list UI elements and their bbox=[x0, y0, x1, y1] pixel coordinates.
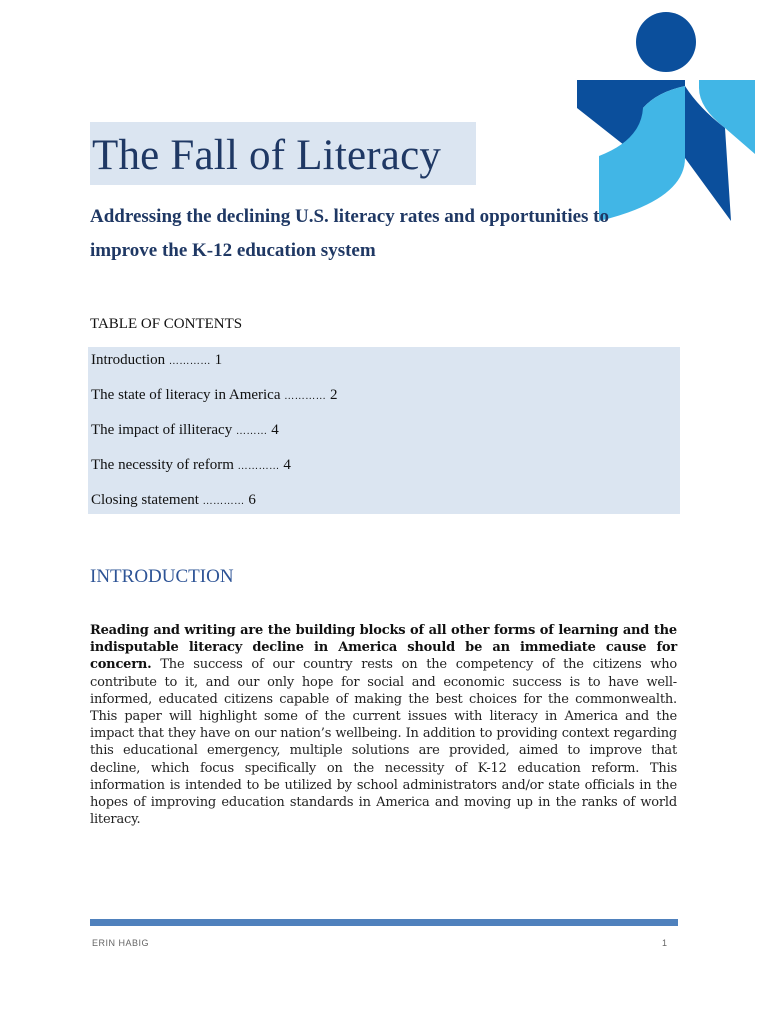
document-subtitle: Addressing the declining U.S. literacy rates and opportunities to improve the K-12 education system bbox=[90, 206, 610, 261]
toc-heading: TABLE OF CONTENTS bbox=[90, 316, 243, 332]
introduction-body: The success of our country rests on the competency of the citizens who contribute to it, and our only hope for social and economic success is to have well-informed, educated citizens capable of making the best choices for the commonwealth. This paper will highlight some of the current issues with literacy in America and the impact that they have on our nation’s wellbeing. In addition to providing context regarding this educational emergency, multiple solutions are provided, aimed to improve that decline, which focus specifically on the necessity of K-12 education reform. This information is intended to be utilized by school administrators and/or state officials in the hopes of improving education standards in America and moving up in the ranks of world literacy. bbox=[90, 657, 677, 828]
toc-item-state-of-literacy[interactable] bbox=[91, 383, 338, 409]
footer-page-number: 1 bbox=[662, 938, 668, 948]
toc-item-page: 4 bbox=[271, 422, 279, 438]
person-figure-logo-icon bbox=[575, 8, 755, 223]
toc-item-label: Introduction bbox=[91, 352, 166, 368]
toc-item-page: 6 bbox=[248, 492, 256, 508]
toc-item-page: 4 bbox=[283, 457, 291, 473]
toc-item-page: 1 bbox=[214, 352, 223, 368]
toc-item-impact-of-illiteracy[interactable] bbox=[91, 418, 279, 444]
footer-author: ERIN HABIG bbox=[92, 938, 150, 948]
toc-item-label: The necessity of reform bbox=[91, 457, 234, 473]
toc-item-dots: ………… bbox=[202, 496, 245, 507]
toc-item-dots: ………… bbox=[237, 461, 280, 472]
toc-item-dots: ………… bbox=[284, 391, 327, 402]
toc-item-label: Closing statement bbox=[91, 492, 199, 508]
toc-item-label: The state of literacy in America bbox=[91, 387, 281, 403]
logo-head bbox=[636, 12, 696, 72]
toc-item-introduction[interactable] bbox=[91, 348, 222, 374]
toc-item-dots: ………… bbox=[168, 356, 211, 367]
toc-item-page: 2 bbox=[330, 387, 338, 403]
introduction-paragraph bbox=[90, 622, 677, 828]
toc-item-closing-statement[interactable] bbox=[91, 488, 256, 514]
toc-item-dots: ……… bbox=[235, 426, 268, 437]
toc-item-label: The impact of illiteracy bbox=[91, 422, 233, 438]
introduction-heading: INTRODUCTION bbox=[90, 566, 234, 587]
toc-item-necessity-of-reform[interactable] bbox=[91, 453, 291, 479]
introduction-lead: Reading and writing are the building blocks of all other forms of learning and the indisputable literacy decline in America should be an immediate cause for concern. bbox=[90, 623, 677, 673]
document-title: The Fall of Literacy bbox=[92, 132, 442, 179]
footer-rule bbox=[90, 919, 678, 926]
